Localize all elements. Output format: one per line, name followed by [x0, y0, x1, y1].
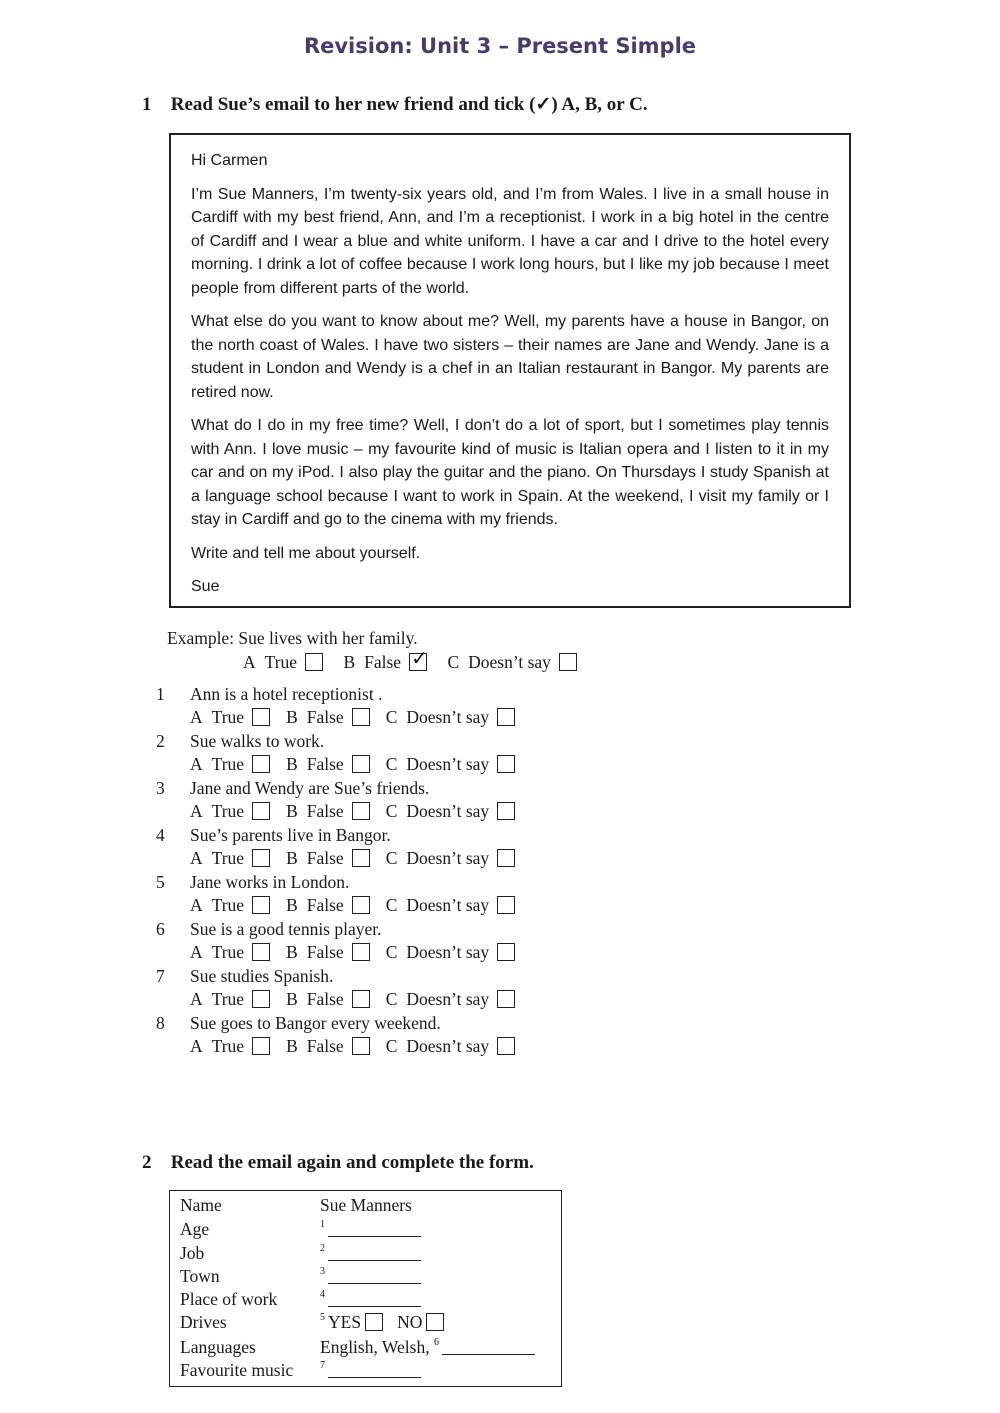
email-greeting: Hi Carmen	[191, 152, 268, 169]
question-number: 2	[156, 731, 165, 751]
form-label: Place of work	[180, 1289, 278, 1309]
checkbox-b[interactable]	[352, 802, 370, 820]
option-a: A True	[243, 652, 298, 672]
form-label: Name	[180, 1195, 222, 1215]
question-number: 1	[156, 684, 165, 704]
town-blank[interactable]	[328, 1267, 421, 1284]
question-text: Sue’s parents live in Bangor.	[190, 825, 391, 845]
question-options	[190, 895, 531, 916]
option-b: B False	[286, 754, 344, 774]
email-signature: Sue	[191, 578, 220, 595]
section-2-heading	[142, 1152, 534, 1174]
question-number: 4	[156, 825, 165, 845]
option-b: B False	[286, 1036, 344, 1056]
checkbox-c[interactable]	[497, 755, 515, 773]
example-checkbox-c[interactable]	[559, 653, 577, 671]
form-value: Sue Manners	[320, 1195, 412, 1215]
question-text: Sue is a good tennis player.	[190, 919, 382, 939]
checkbox-a[interactable]	[252, 943, 270, 961]
checkbox-a[interactable]	[252, 990, 270, 1008]
option-a: A True	[190, 801, 245, 821]
question-options	[190, 848, 531, 869]
question-number: 5	[156, 872, 165, 892]
form-label: Town	[180, 1266, 220, 1286]
checkbox-b[interactable]	[352, 755, 370, 773]
form-label: Favourite music	[180, 1360, 294, 1380]
option-b: B False	[286, 989, 344, 1009]
checkbox-c[interactable]	[497, 802, 515, 820]
favourite-music-blank[interactable]	[328, 1361, 421, 1378]
checkbox-a[interactable]	[252, 896, 270, 914]
option-c: C Doesn’t say	[385, 1036, 490, 1056]
option-c: C Doesn’t say	[385, 895, 490, 915]
option-a: A True	[190, 895, 245, 915]
option-a: A True	[190, 707, 245, 727]
form-value: English, Welsh,	[320, 1337, 430, 1357]
question-options	[190, 989, 531, 1010]
gap-number: 5	[320, 1312, 325, 1323]
checkbox-c[interactable]	[497, 1037, 515, 1055]
option-c: C Doesn’t say	[447, 652, 551, 672]
question-number: 3	[156, 778, 165, 798]
form-label: Drives	[180, 1312, 227, 1332]
question-text: Ann is a hotel receptionist .	[190, 684, 383, 704]
gap-number: 7	[320, 1360, 325, 1371]
no-label: NO	[397, 1312, 423, 1332]
checkbox-b[interactable]	[352, 849, 370, 867]
question-options	[190, 1036, 531, 1057]
checkbox-c[interactable]	[497, 849, 515, 867]
yes-checkbox[interactable]	[365, 1313, 383, 1331]
job-blank[interactable]	[328, 1244, 421, 1261]
form-label: Age	[180, 1219, 210, 1239]
option-a: A True	[190, 989, 245, 1009]
checkbox-a[interactable]	[252, 708, 270, 726]
option-b: B False	[343, 652, 402, 672]
option-a: A True	[190, 1036, 245, 1056]
option-c: C Doesn’t say	[385, 801, 490, 821]
place-of-work-blank[interactable]	[328, 1290, 421, 1307]
question-options	[190, 942, 531, 963]
profile-form	[169, 1190, 562, 1387]
option-b: B False	[286, 942, 344, 962]
question-text: Sue studies Spanish.	[190, 966, 334, 986]
question-number: 7	[156, 966, 165, 986]
question-number: 6	[156, 919, 165, 939]
email-paragraph: Write and tell me about yourself.	[191, 544, 421, 562]
section-2-number: 2	[142, 1152, 152, 1173]
checkbox-c[interactable]	[497, 990, 515, 1008]
gap-number: 1	[320, 1219, 325, 1230]
question-text: Sue walks to work.	[190, 731, 325, 751]
question-options	[190, 801, 531, 822]
checkbox-c[interactable]	[497, 896, 515, 914]
age-blank[interactable]	[328, 1220, 421, 1237]
option-b: B False	[286, 848, 344, 868]
option-b: B False	[286, 895, 344, 915]
languages-blank[interactable]	[442, 1338, 535, 1355]
question-options	[190, 707, 531, 728]
checkbox-c[interactable]	[497, 943, 515, 961]
checkbox-a[interactable]	[252, 1037, 270, 1055]
option-c: C Doesn’t say	[385, 989, 490, 1009]
gap-number: 4	[320, 1289, 325, 1300]
option-c: C Doesn’t say	[385, 942, 490, 962]
checkbox-b[interactable]	[352, 990, 370, 1008]
no-checkbox[interactable]	[426, 1313, 444, 1331]
email-paragraph: I’m Sue Manners, I’m twenty-six years old, and I’m from Wales. I live in a small house in Cardiff with my best friend, Ann, and I’m a receptionist. I work in a big hotel in the centre of Cardiff and I wear a blue and white uniform. I have a car and I drive to the hotel every morning. I drink a lot of coffee because I work long hours, but I like my job because I meet people from different parts of the world.	[191, 185, 829, 297]
checkbox-a[interactable]	[252, 849, 270, 867]
option-c: C Doesn’t say	[385, 707, 490, 727]
checkbox-a[interactable]	[252, 802, 270, 820]
section-2-instruction: Read the email again and complete the form.	[170, 1152, 534, 1173]
checkbox-b[interactable]	[352, 896, 370, 914]
question-text: Jane and Wendy are Sue’s friends.	[190, 778, 430, 798]
question-text: Jane works in London.	[190, 872, 350, 892]
question-options	[190, 754, 531, 775]
checkbox-a[interactable]	[252, 755, 270, 773]
option-c: C Doesn’t say	[385, 754, 490, 774]
question-number: 8	[156, 1013, 165, 1033]
gap-number: 2	[320, 1243, 325, 1254]
option-b: B False	[286, 707, 344, 727]
page-title: Revision: Unit 3 – Present Simple	[303, 34, 697, 58]
section-1-number: 1	[142, 94, 152, 115]
example-checkbox-b[interactable]	[409, 646, 428, 671]
question-text: Sue goes to Bangor every weekend.	[190, 1013, 441, 1033]
option-a: A True	[190, 942, 245, 962]
checkbox-b[interactable]	[352, 1037, 370, 1055]
example-options	[243, 646, 593, 673]
checkbox-b[interactable]	[352, 708, 370, 726]
option-b: B False	[286, 801, 344, 821]
option-a: A True	[190, 754, 245, 774]
email-paragraph: What else do you want to know about me? Well, my parents have a house in Bangor, on the north coast of Wales. I have two sisters – their names are Jane and Wendy. Jane is a student in London and Wendy is a chef in an Italian restaurant in Bangor. My parents are retired now.	[191, 313, 829, 401]
tick-icon: ✓	[411, 646, 428, 670]
checkbox-b[interactable]	[352, 943, 370, 961]
gap-number: 6	[433, 1337, 439, 1348]
section-1-heading	[142, 93, 648, 116]
example-sentence: Example: Sue lives with her family.	[167, 628, 418, 648]
form-label: Job	[180, 1243, 205, 1263]
checkbox-c[interactable]	[497, 708, 515, 726]
option-c: C Doesn’t say	[385, 848, 490, 868]
yes-label: YES	[328, 1312, 362, 1332]
email-paragraph: What do I do in my free time? Well, I don’t do a lot of sport, but I sometimes play tennis with Ann. I love music – my favourite kind of music is Italian opera and I listen to it in my car and on my iPod. I also play the guitar and the piano. On Thursdays I study Spanish at a language school because I want to work in Spain. At the weekend, I visit my family or I stay in Cardiff and go to the cinema with my friends.	[191, 417, 829, 528]
example-checkbox-a[interactable]	[305, 653, 323, 671]
gap-number: 3	[320, 1266, 325, 1277]
email-box	[169, 133, 851, 608]
option-a: A True	[190, 848, 245, 868]
form-label: Languages	[180, 1337, 256, 1357]
section-1-instruction: Read Sue’s email to her new friend and tick (✓) A, B, or C.	[170, 94, 648, 115]
